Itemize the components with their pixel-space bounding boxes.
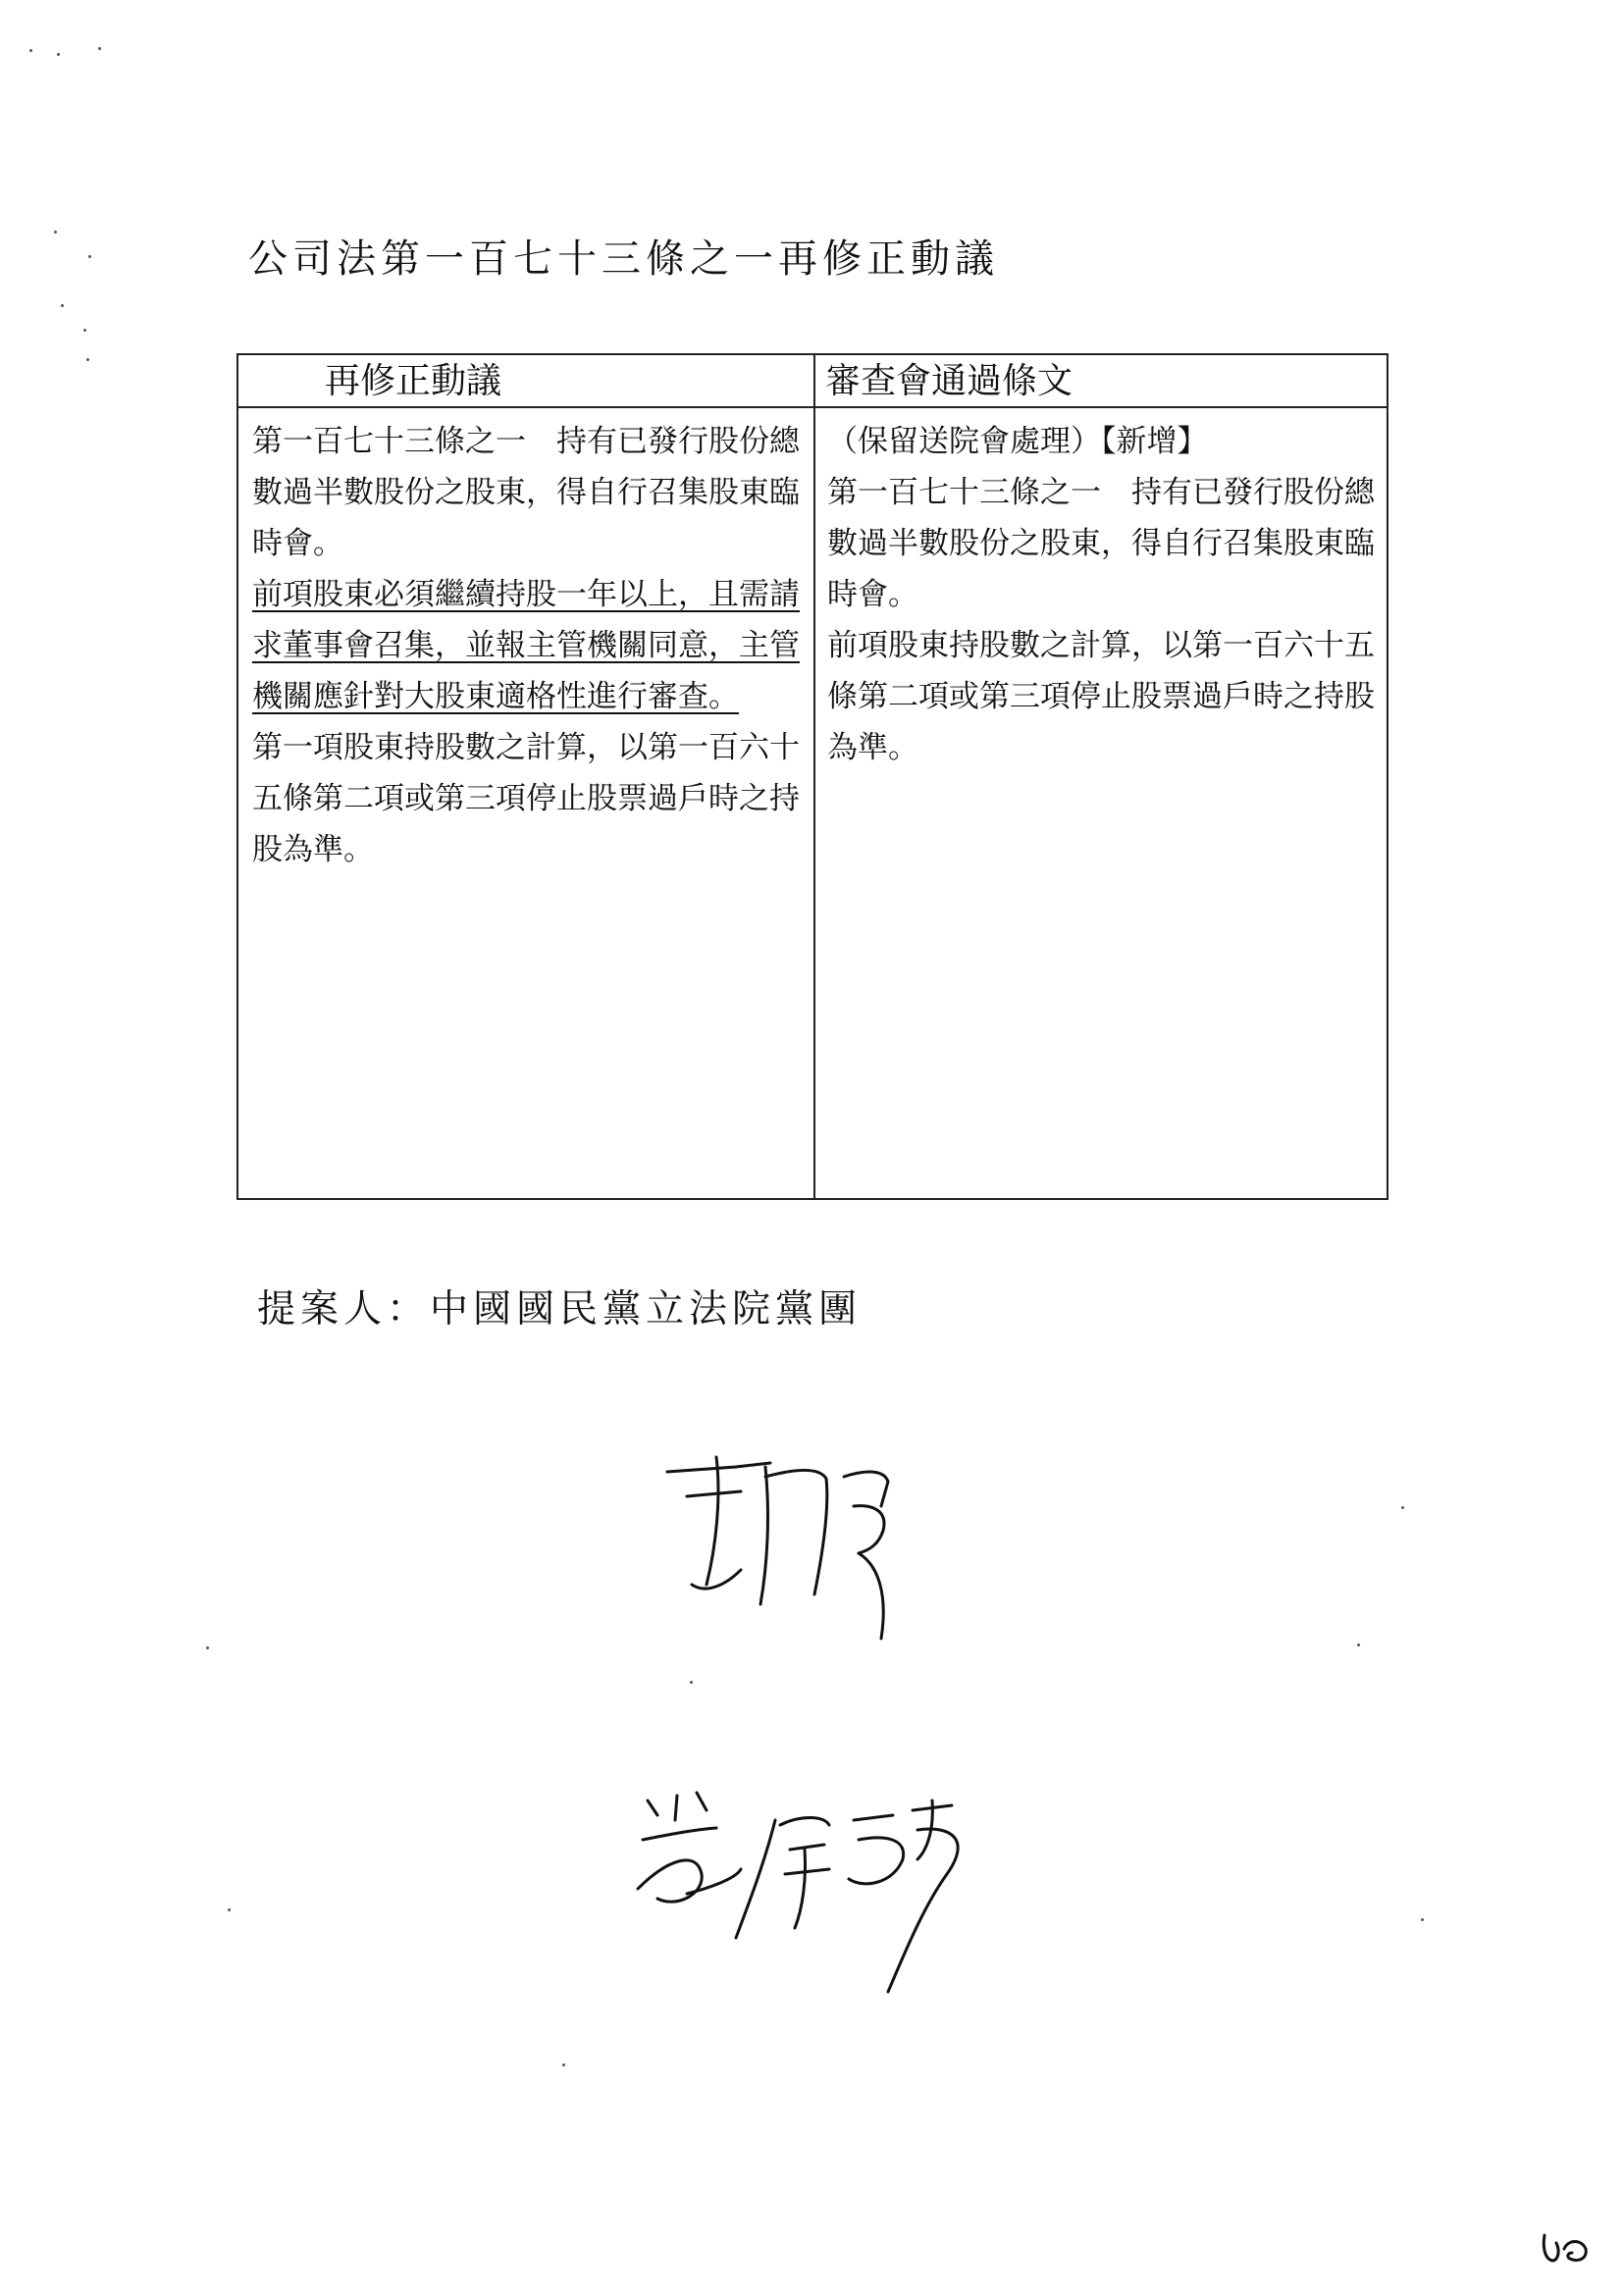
scan-speck bbox=[228, 1908, 231, 1911]
scan-speck bbox=[86, 358, 89, 361]
committee-paragraph-2: 第一百七十三條之一 持有已發行股份總數過半數股份之股東，得自行召集股東臨時會。 bbox=[827, 475, 1375, 612]
committee-text-cell bbox=[827, 416, 1383, 773]
scan-speck bbox=[88, 255, 91, 258]
proposer-line: 提案人：中國國民黨立法院黨團 bbox=[257, 1287, 863, 1331]
scan-speck bbox=[1421, 1918, 1424, 1921]
scan-speck bbox=[54, 231, 57, 234]
scan-speck bbox=[1357, 1644, 1360, 1646]
handwritten-signature-1 bbox=[648, 1437, 942, 1663]
scan-speck bbox=[61, 304, 64, 307]
scan-speck bbox=[29, 49, 32, 52]
amendment-text-cell bbox=[252, 416, 810, 875]
document-title: 公司法第一百七十三條之一再修正動議 bbox=[248, 236, 999, 282]
scan-speck bbox=[98, 47, 101, 50]
handwritten-signature-2 bbox=[628, 1781, 1001, 2007]
scan-speck bbox=[690, 1681, 693, 1684]
scan-speck bbox=[1401, 1506, 1404, 1509]
scan-speck bbox=[562, 2063, 565, 2066]
scan-speck bbox=[206, 1646, 209, 1649]
committee-paragraph-3: 前項股東持股數之計算，以第一百六十五條第二項或第三項停止股票過戶時之持股為準。 bbox=[827, 628, 1375, 765]
amendment-paragraph-2-underlined: 前項股東必須繼續持股一年以上，且需請求董事會召集，並報主管機關同意，主管機關應針對大股東適格性進行審查。 bbox=[252, 577, 800, 714]
amendment-table bbox=[236, 353, 1388, 1200]
amendment-paragraph-3: 第一項股東持股數之計算，以第一百六十五條第二項或第三項停止股票過戶時之持股為準。 bbox=[252, 730, 800, 867]
handwritten-page-mark bbox=[1539, 2227, 1597, 2267]
column-header-amendment: 再修正動議 bbox=[325, 361, 502, 401]
scan-speck bbox=[83, 329, 86, 332]
scan-speck bbox=[57, 53, 60, 56]
column-divider bbox=[813, 355, 815, 1198]
column-header-committee-text: 審查會通過條文 bbox=[825, 361, 1073, 401]
amendment-paragraph-1: 第一百七十三條之一 持有已發行股份總數過半數股份之股東，得自行召集股東臨時會。 bbox=[252, 424, 800, 561]
header-divider bbox=[238, 406, 1387, 408]
committee-paragraph-1: （保留送院會處理）【新增】 bbox=[827, 424, 1208, 459]
